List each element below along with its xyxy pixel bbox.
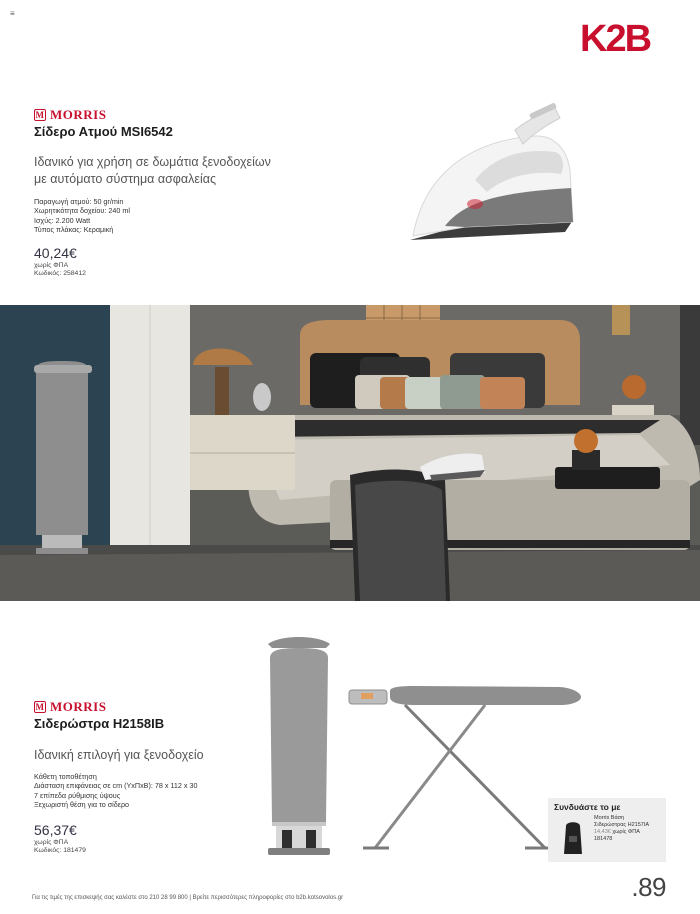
footer-note: Για τις τιμές της επισκεψής σας καλέστε στο 210 28 99 800 | Βρείτε περισσότερες πληροφορίες στο b2b.kotsovolos.gr [32, 895, 344, 901]
steam-iron-image [405, 100, 580, 250]
brand-name: MORRIS [50, 107, 107, 122]
combo-price: 14,43€ [594, 829, 611, 835]
spec-line: Ξεχωριστή θέση για το σίδερο [34, 800, 130, 810]
product-title: Σιδερώστρα H2158IB [34, 716, 165, 731]
combo-title: Συνδυάστε το με [554, 802, 621, 812]
combo-details [594, 815, 664, 843]
spec-line: Ισχύς: 2.200 Watt [34, 215, 91, 225]
morris-emblem-icon: M [35, 109, 45, 120]
price-meta [34, 839, 86, 856]
logo-text: K2B [580, 18, 651, 56]
spec-line: Κάθετη τοποθέτηση [34, 772, 97, 781]
spec-line: Τύπος πλάκας: Κεραμική [34, 225, 114, 235]
menu-icon: ≡ [10, 9, 15, 18]
morris-brand-logo [34, 107, 106, 123]
tagline-line: με αυτόματο σύστημα ασφαλείας [34, 172, 216, 186]
tagline-line: Ιδανικό για χρήση σε δωμάτια ξενοδοχείων [34, 155, 271, 169]
product-title: Σίδερο Ατμού MSI6542 [34, 124, 173, 139]
product-price: 40,24€ [34, 245, 77, 261]
product-tagline [34, 154, 354, 188]
price-meta [34, 262, 86, 279]
spec-line: 7 επίπεδα ρύθμισης ύψους [34, 790, 121, 800]
combo-desc-line: Σιδερώστρας H2157IA [594, 822, 650, 828]
spec-line: Διάσταση επιφάνειας σε cm (ΥxΠxΒ): 78 x 112 x 30 [34, 781, 198, 791]
vat-note: χωρίς ΦΠΑ [34, 839, 69, 846]
morris-brand-logo [34, 699, 106, 715]
combo-suggestion-box [548, 798, 666, 862]
product-specs [34, 197, 130, 235]
morris-emblem-icon: M [35, 701, 45, 712]
combo-desc-line: Morris Βάση [594, 815, 625, 821]
spec-line: Παραγωγή ατμού: 50 gr/min [34, 197, 124, 206]
page-number: .89 [631, 872, 666, 902]
vat-note: χωρίς ΦΠΑ [34, 262, 69, 269]
k2b-logo [580, 18, 666, 56]
bedroom-photo [0, 305, 700, 601]
spec-line: Χωρητικότητα δοχείου: 240 ml [34, 206, 130, 216]
product-tagline: Ιδανική επιλογή για ξενοδοχείο [34, 748, 204, 762]
combo-price-note: χωρίς ΦΠΑ [612, 829, 640, 835]
product-code: Κωδικός: 181479 [34, 847, 86, 855]
product-price: 56,37€ [34, 822, 77, 838]
iron-rest-image [560, 818, 586, 856]
product-specs [34, 772, 197, 810]
combo-code: 181478 [594, 836, 613, 842]
brand-name: MORRIS [50, 699, 107, 714]
product-code: Κωδικός: 258412 [34, 270, 86, 278]
